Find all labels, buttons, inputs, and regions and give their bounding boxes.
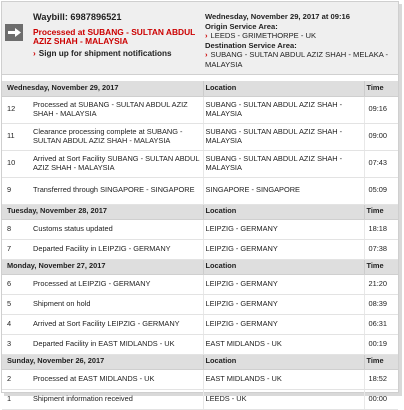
checkpoint-location: EAST MIDLANDS - UK: [203, 369, 364, 389]
destination-label: Destination Service Area:: [205, 40, 297, 50]
checkpoint-table: [2, 81, 398, 410]
checkpoint-row: [2, 150, 398, 177]
arrow-icon: [5, 24, 23, 41]
checkpoint-time: 18:52: [364, 369, 398, 389]
waybill-number: Waybill: 6987896521: [33, 12, 122, 22]
checkpoint-number: 4: [2, 314, 31, 334]
location-column-header: Location: [203, 354, 364, 369]
day-header: [2, 81, 398, 96]
checkpoint-location: EAST MIDLANDS - UK: [203, 334, 364, 354]
checkpoint-row: [2, 294, 398, 314]
checkpoint-description: Transferred through SINGAPORE - SINGAPORE: [31, 177, 203, 204]
origin-value: › LEEDS - GRIMETHORPE - UK: [205, 31, 317, 41]
checkpoint-location: LEEDS - UK: [203, 389, 364, 409]
checkpoint-description: Processed at SUBANG - SULTAN ABDUL AZIZ SHAH - MALAYSIA: [31, 96, 203, 123]
checkpoint-row: [2, 389, 398, 409]
shipment-header: [2, 2, 398, 75]
checkpoint-description: Customs status updated: [31, 219, 203, 239]
checkpoint-description: Arrived at Sort Facility LEIPZIG - GERMANY: [31, 314, 203, 334]
checkpoint-number: 1: [2, 389, 31, 409]
checkpoint-location: LEIPZIG - GERMANY: [203, 314, 364, 334]
day-header: [2, 204, 398, 219]
checkpoint-time: 18:18: [364, 219, 398, 239]
checkpoint-description: Departed Facility in EAST MIDLANDS - UK: [31, 334, 203, 354]
chevron-right-icon: ›: [33, 49, 36, 58]
checkpoint-row: [2, 177, 398, 204]
checkpoint-description: Processed at LEIPZIG - GERMANY: [31, 274, 203, 294]
checkpoint-description: Processed at EAST MIDLANDS - UK: [31, 369, 203, 389]
status-datetime: Wednesday, November 29, 2017 at 09:16: [205, 12, 350, 21]
checkpoint-time: 00:19: [364, 334, 398, 354]
checkpoint-location: SUBANG - SULTAN ABDUL AZIZ SHAH - MALAYSIA: [203, 96, 364, 123]
signup-label: Sign up for shipment notifications: [38, 49, 172, 58]
time-column-header: Time: [364, 354, 398, 369]
day-date: Wednesday, November 29, 2017: [2, 81, 203, 96]
checkpoint-time: 08:39: [364, 294, 398, 314]
day-date: Tuesday, November 28, 2017: [2, 204, 203, 219]
checkpoint-number: 11: [2, 123, 31, 150]
day-date: Monday, November 27, 2017: [2, 259, 203, 274]
checkpoint-description: Arrived at Sort Facility SUBANG - SULTAN ABDUL AZIZ SHAH - MALAYSIA: [31, 150, 203, 177]
checkpoint-number: 6: [2, 274, 31, 294]
checkpoint-location: LEIPZIG - GERMANY: [203, 294, 364, 314]
location-column-header: Location: [203, 259, 364, 274]
checkpoint-time: 09:00: [364, 123, 398, 150]
checkpoint-time: 06:31: [364, 314, 398, 334]
checkpoint-row: [2, 239, 398, 259]
checkpoint-number: 2: [2, 369, 31, 389]
current-status: Processed at SUBANG - SULTAN ABDUL AZIZ SHAH - MALAYSIA: [33, 27, 196, 46]
checkpoint-row: [2, 274, 398, 294]
checkpoint-number: 7: [2, 239, 31, 259]
tracking-panel: [1, 1, 399, 403]
destination-value: › SUBANG - SULTAN ABDUL AZIZ SHAH - MELAKA - MALAYSIA: [205, 50, 389, 69]
origin-label: Origin Service Area:: [205, 21, 278, 31]
checkpoint-description: Clearance processing complete at SUBANG - SULTAN ABDUL AZIZ SHAH - MALAYSIA: [31, 123, 203, 150]
checkpoint-row: [2, 314, 398, 334]
checkpoint-number: 12: [2, 96, 31, 123]
checkpoint-location: LEIPZIG - GERMANY: [203, 239, 364, 259]
checkpoint-row: [2, 334, 398, 354]
day-header: [2, 354, 398, 369]
checkpoint-description: Shipment information received: [31, 389, 203, 409]
checkpoint-time: 00:00: [364, 389, 398, 409]
checkpoint-location: SUBANG - SULTAN ABDUL AZIZ SHAH - MALAYSIA: [203, 123, 364, 150]
time-column-header: Time: [364, 259, 398, 274]
checkpoint-row: [2, 123, 398, 150]
checkpoint-number: 8: [2, 219, 31, 239]
chevron-right-icon: ›: [205, 50, 208, 60]
location-column-header: Location: [203, 81, 364, 96]
checkpoint-row: [2, 219, 398, 239]
checkpoint-number: 10: [2, 150, 31, 177]
time-column-header: Time: [364, 204, 398, 219]
checkpoint-row: [2, 369, 398, 389]
day-header: [2, 259, 398, 274]
checkpoint-description: Shipment on hold: [31, 294, 203, 314]
checkpoint-time: 09:16: [364, 96, 398, 123]
checkpoint-location: LEIPZIG - GERMANY: [203, 274, 364, 294]
checkpoint-location: SUBANG - SULTAN ABDUL AZIZ SHAH - MALAYSIA: [203, 150, 364, 177]
time-column-header: Time: [364, 81, 398, 96]
checkpoint-time: 05:09: [364, 177, 398, 204]
checkpoint-description: Departed Facility in LEIPZIG - GERMANY: [31, 239, 203, 259]
checkpoint-row: [2, 96, 398, 123]
location-column-header: Location: [203, 204, 364, 219]
checkpoint-number: 5: [2, 294, 31, 314]
checkpoint-number: 3: [2, 334, 31, 354]
signup-link[interactable]: [33, 49, 172, 58]
checkpoint-location: LEIPZIG - GERMANY: [203, 219, 364, 239]
service-area-info: [205, 12, 397, 70]
checkpoint-time: 07:43: [364, 150, 398, 177]
checkpoint-number: 9: [2, 177, 31, 204]
day-date: Sunday, November 26, 2017: [2, 354, 203, 369]
checkpoint-time: 07:38: [364, 239, 398, 259]
checkpoint-location: SINGAPORE - SINGAPORE: [203, 177, 364, 204]
chevron-right-icon: ›: [205, 31, 208, 41]
checkpoint-time: 21:20: [364, 274, 398, 294]
